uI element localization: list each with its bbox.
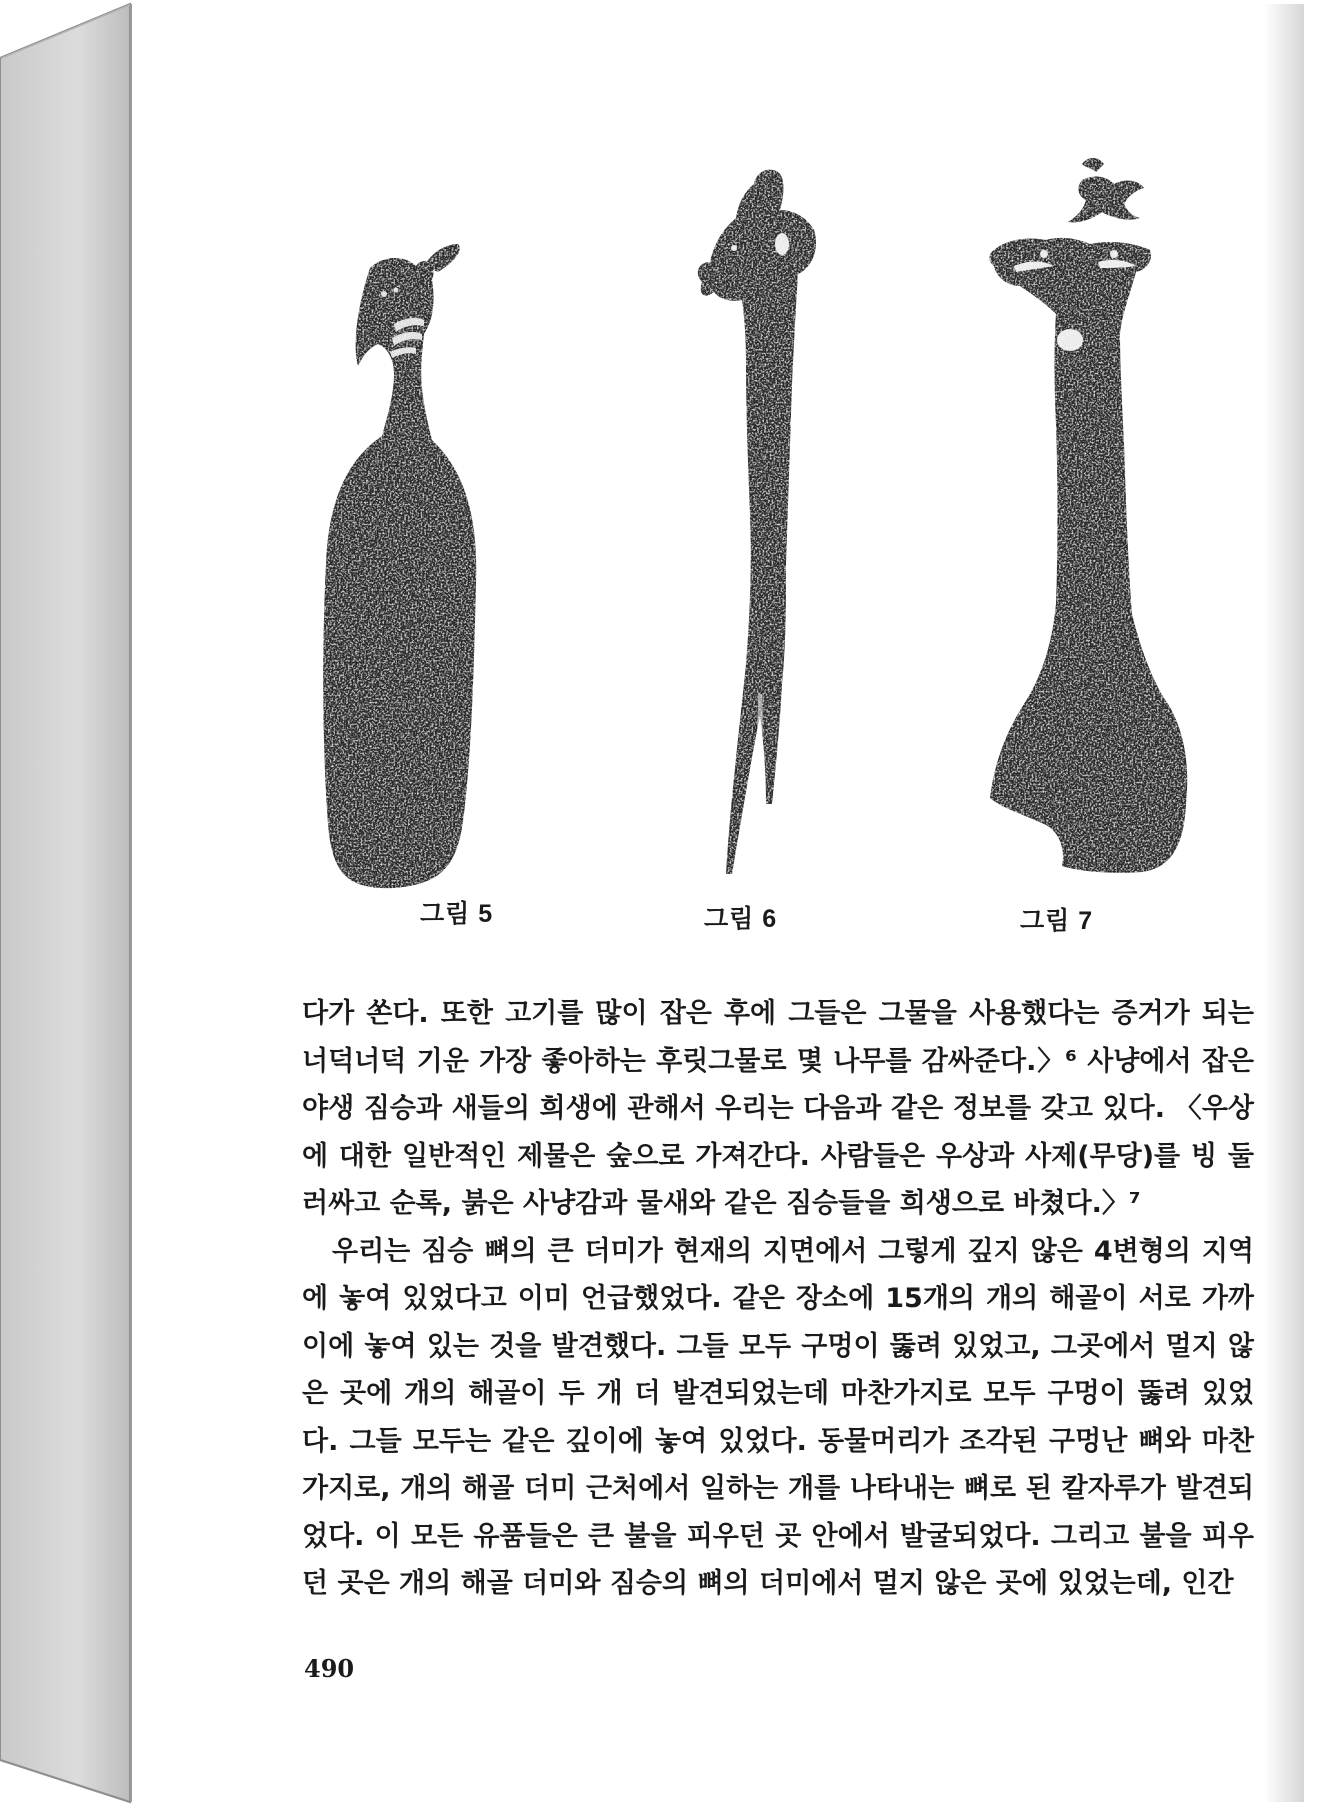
figure-caption-7: 그림 7 xyxy=(1020,907,1094,935)
page-number: 490 xyxy=(304,1654,355,1683)
figure-caption-5: 그림 5 xyxy=(420,900,494,928)
fork-bone-icon xyxy=(698,170,816,874)
paragraph-2: 우리는 짐승 뼈의 큰 더미가 현재의 지면에서 그렇게 깊지 않은 4변형의 지역에 놓여 있었다고 이미 언급했었다. 같은 장소에 15개의 개의 해골이 서로 가까이에 놓여 있는 것을 발견했다. 그들 모두 구멍이 뚫려 있었고, 그곳에서 멀지 않은 곳에 개의 해골이 두 개 더 발견되었는데 마찬가지로 모두 구멍이 뚫려 있었다. 그들 모두는 같은 깊이에 놓여 있었다. 동물머리가 조각된 구멍난 뼈와 마찬가지로, 개의 해골 더미 근처에서 일하는 개를 나타내는 뼈로 된 칼자루가 발견되었다. 이 모든 유품들은 큰 불을 피우던 곳 안에서 발굴되었다. 그리고 불을 피우던 곳은 개의 해골 더미와 짐승의 뼈의 더미에서 멀지 않은 곳에 있었는데, 인간 xyxy=(302,1235,1254,1599)
body-text xyxy=(302,990,1254,1608)
page-edge-shadow xyxy=(1264,4,1304,1802)
book-page xyxy=(130,4,1304,1802)
spatula-bone-icon xyxy=(323,244,476,888)
figure-caption-6: 그림 6 xyxy=(704,905,778,933)
bell-bone-icon xyxy=(990,158,1188,873)
paragraph-1: 다가 쏜다. 또한 고기를 많이 잡은 후에 그들은 그물을 사용했다는 증거가 되는 너덕너덕 기운 가장 좋아하는 후릿그물로 몇 나무를 감싸준다.〉⁶ 사냥에서 잡은 야생 짐승과 새들의 희생에 관해서 우리는 다음과 같은 정보를 갖고 있다. 〈우상에 대한 일반적인 제물은 숲으로 가져간다. 사람들은 우상과 사제(무당)를 빙 둘러싸고 순록, 붉은 사냥감과 물새와 같은 짐승들을 희생으로 바쳤다.〉⁷ xyxy=(302,998,1254,1219)
figure-illustrations xyxy=(132,4,1304,964)
